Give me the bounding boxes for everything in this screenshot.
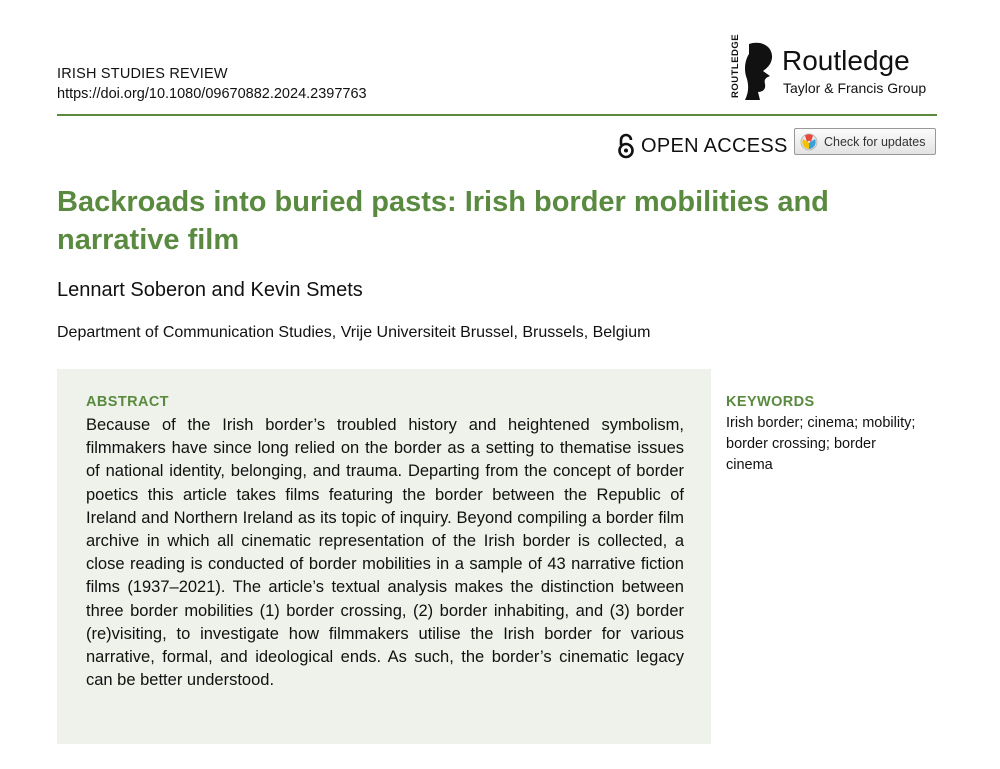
doi-link[interactable]: https://doi.org/10.1080/09670882.2024.2397763 <box>57 86 367 102</box>
abstract-text: Because of the Irish border’s troubled history and heightened symbolism, filmmakers have since long relied on the border as a setting to thematise issues of national identity, belonging, and trauma. Departing from the concept of border poetics this article takes films featuring the border between the Republic of Ireland and Northern Ireland as its topic of inquiry. Beyond compiling a border film archive in which all cinematic representation of the Irish border is collected, a close reading is conducted of border mobilities in a sample of 43 narrative fiction films (1937–2021). The article’s textual analysis makes the distinction between three border mobilities (1) border crossing, (2) border inhabiting, and (3) border (re)visiting, to investigate how filmmakers utilise the Irish border for various narrative, formal, and ideological ends. As such, the border’s cinematic legacy can be better understood. <box>86 416 684 690</box>
author-affiliation: Department of Communication Studies, Vrije Universiteit Brussel, Brussels, Belgium <box>57 324 651 341</box>
publisher-logo <box>730 33 950 102</box>
journal-name: IRISH STUDIES REVIEW <box>57 66 228 82</box>
header-divider <box>57 114 937 116</box>
open-access-label: OPEN ACCESS <box>641 134 788 157</box>
publisher-vertical-text: ROUTLEDGE <box>730 33 741 98</box>
open-lock-icon <box>617 133 635 159</box>
article-authors: Lennart Soberon and Kevin Smets <box>57 279 363 301</box>
publisher-group: Taylor & Francis Group <box>783 80 927 96</box>
article-title: Backroads into buried pasts: Irish border mobilities and narrative film <box>57 186 829 256</box>
check-for-updates-button[interactable] <box>794 128 936 155</box>
abstract-heading: ABSTRACT <box>86 394 169 410</box>
open-access-badge <box>617 132 788 160</box>
journal-header <box>57 64 367 104</box>
keywords-list: Irish border; cinema; mobility; border crossing; border cinema <box>726 415 916 473</box>
check-for-updates-label: Check for updates <box>824 134 926 149</box>
publisher-name: Routledge <box>782 45 910 76</box>
routledge-head-icon <box>743 40 777 102</box>
crossmark-icon <box>800 133 818 151</box>
keywords-heading: KEYWORDS <box>726 394 815 410</box>
